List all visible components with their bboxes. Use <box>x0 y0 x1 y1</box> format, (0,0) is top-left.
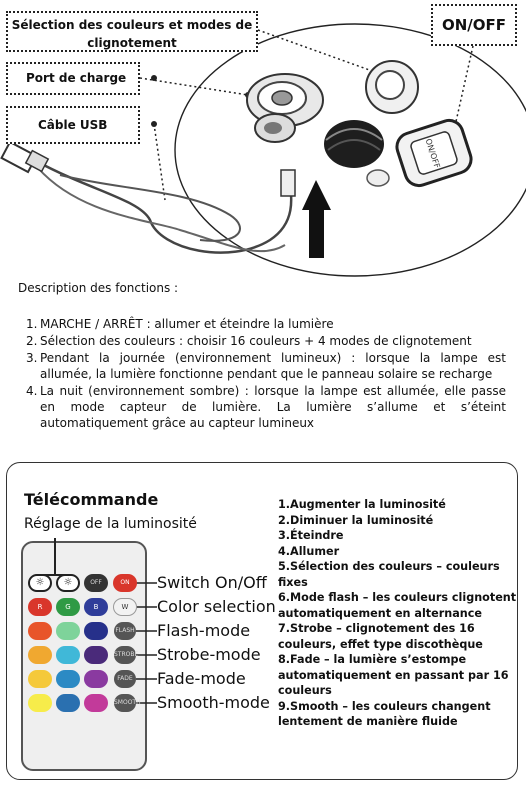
remote-function-item: 2.Diminuer la luminosité <box>278 513 434 527</box>
color-key[interactable] <box>84 694 108 712</box>
brightness-label: Réglage de la luminosité <box>24 516 197 532</box>
remote-function-item: 3.Éteindre <box>278 529 344 542</box>
color-selection-label: Color selection <box>157 597 276 616</box>
function-list <box>26 316 506 432</box>
color-key[interactable] <box>28 694 52 712</box>
color-key[interactable] <box>56 622 80 640</box>
color-key[interactable] <box>56 646 80 664</box>
remote-function-item: 4.Allumer <box>278 544 340 558</box>
blue-key[interactable]: B <box>84 598 108 616</box>
remote-function-item: 5.Sélection des couleurs – couleurs fixes <box>278 560 500 589</box>
color-key[interactable] <box>84 646 108 664</box>
onoff-label: ON/OFF <box>431 4 517 46</box>
off-key[interactable]: OFF <box>84 574 108 592</box>
onoff-leader-line <box>455 46 473 126</box>
on-key[interactable]: ON <box>113 574 137 592</box>
smooth-mode-label: Smooth-mode <box>157 693 270 712</box>
strobe-key[interactable]: STROBE <box>114 646 136 664</box>
selection-button-icon <box>366 61 418 113</box>
strobe-mode-label: Strobe-mode <box>157 645 261 664</box>
remote-function-item: 9.Smooth – les couleurs changent lentement de manière fluide <box>278 699 491 728</box>
remote-function-item: 7.Strobe – clignotement des 16 couleurs, effet type discothèque <box>278 622 483 651</box>
flash-mode-label: Flash-mode <box>157 621 251 640</box>
function-item: 3. Pendant la journée (environnement lumineux) : lorsque la lampe est allumée, la lumière fonctionne pendant que le panneau solaire se recharge <box>26 351 506 381</box>
fade-key[interactable]: FADE <box>114 670 136 688</box>
green-key[interactable]: G <box>56 598 80 616</box>
onoff-switch-icon <box>393 117 474 189</box>
fade-mode-label: Fade-mode <box>157 669 246 688</box>
flash-key[interactable]: FLASH <box>114 622 136 640</box>
color-key[interactable] <box>84 670 108 688</box>
remote-function-item: 1.Augmenter la luminosité <box>278 498 446 511</box>
color-key[interactable] <box>28 670 52 688</box>
description-title: Description des fonctions : <box>18 281 179 295</box>
remote-function-item: 6.Mode flash – les couleurs clignotent automatiquement en alternance <box>278 591 517 620</box>
red-key[interactable]: R <box>28 598 52 616</box>
function-item: 2. Sélection des couleurs : choisir 16 couleurs + 4 modes de clignotement <box>26 334 472 348</box>
brightness-up-key[interactable]: ☼ <box>28 574 52 592</box>
remote-function-item: 8.Fade – la lumière s’estompe automatiquement en passant par 16 couleurs <box>278 653 509 697</box>
function-item: 4. La nuit (environnement sombre) : lorsque la lampe est allumée, elle passe en mode capteur de lumière. La lumière s’allume et s’éteint automatiquement grâce au capteur lumineux <box>26 384 506 430</box>
usb-cable-icon <box>2 142 295 253</box>
color-key[interactable] <box>28 622 52 640</box>
charging-port-label: Port de charge <box>6 62 140 95</box>
charging-port-icon <box>247 74 323 142</box>
remote-title: Télécommande <box>24 490 159 509</box>
function-item: 1. MARCHE / ARRÊT : allumer et éteindre la lumière <box>26 317 334 331</box>
up-arrow-icon <box>302 180 331 258</box>
color-key[interactable] <box>28 646 52 664</box>
light-sensor-icon <box>324 120 389 186</box>
brightness-down-key[interactable]: ☼ <box>56 574 80 592</box>
switch-label: Switch On/Off <box>157 573 267 592</box>
white-key[interactable]: W <box>113 598 137 616</box>
switch-text: ON/OFF <box>423 137 442 170</box>
color-key[interactable] <box>56 670 80 688</box>
remote-function-list <box>278 497 522 730</box>
smooth-key[interactable]: SMOOTH <box>114 694 136 712</box>
usb-cable-label: Câble USB <box>6 106 140 144</box>
color-key[interactable] <box>84 622 108 640</box>
selection-label: Sélection des couleurs et modes de clignotement <box>6 11 258 52</box>
color-key[interactable] <box>56 694 80 712</box>
cable-leader-line <box>154 124 165 200</box>
